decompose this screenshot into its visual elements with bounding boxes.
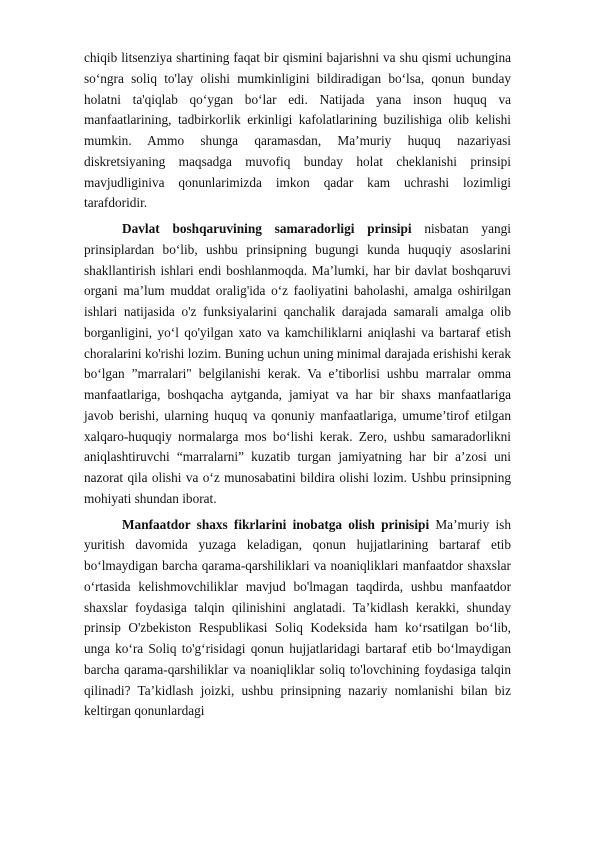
paragraph-3-text: Ma’muriy ish yuritish davomida yuzaga keladigan, qonun hujjatlarining bartaraf etib bo‘lmaydigan barcha qarama-qarshiliklari va noaniqliklari manfaatdor shaxslar o‘rtasida kelishmovchiliklar mavjud bo'lmagan taqdirda, ushbu manfaatdor shaxslar foydasiga talqin qilinishini anglatadi. Ta’kidlash kerakki, shunday prinsip O'zbekiston Respublikasi Soliq Kodeksida ham ko‘rsatilgan bo‘lib, unga ko‘ra Soliq to'g‘risidagi qonun hujjatlaridagi bartaraf etib bo‘lmaydigan barcha qarama-qarshiliklar va noaniqliklar soliq to'lovchining foydasiga talqin qilinadi? Ta’kidlash joizki, ushbu prinsipning nazariy nomlanishi bilan biz keltirgan qonunlardagi bbox=[84, 516, 511, 719]
paragraph-1 bbox=[84, 48, 511, 214]
paragraph-2-text: nisbatan yangi prinsiplardan bo‘lib, ushbu prinsipning bugungi kunda huquqiy asoslarini shakllantirish ishlari endi boshlanmoqda. Ma’lumki, har bir davlat boshqaruvi organi ma’lum muddat oralig'ida o‘z faoliyatini baholashi, amalga oshirilgan ishlari natijasida o'z funksiyalarini qanchalik darajada samarali amalga olib borganligini, yo‘l qo'yilgan xato va kamchiliklarni aniqlashi va bartaraf etish choralarini ko'rishi lozim. Buning uchun uning minimal darajada erishishi kerak bo‘lgan ”marralari" belgilanishi kerak. Va e’tiborlisi ushbu marralar omma manfaatlariga, boshqacha aytganda, jamiyat va har bir shaxs manfaatlariga javob berishi, ularning huquq va qonuniy manfaatlariga, umume’tirof etilgan xalqaro-huquqiy normalarga mos bo‘lishi kerak. Zero, ushbu samaradorlikni aniqlashtiruvchi “marralarni” kuzatib turgan jamiyatning har bir a’zosi uni nazorat qila olishi va o‘z munosabatini bildira olishi lozim. Ushbu prinsipning mohiyati shundan iborat. bbox=[84, 221, 511, 506]
paragraph-2-lead: Davlat boshqaruvining samaradorligi prinsipi bbox=[122, 221, 412, 236]
paragraph-2 bbox=[84, 219, 511, 510]
paragraph-3-lead: Manfaatdor shaxs fikrlarini inobatga olish prinisipi bbox=[122, 516, 430, 532]
document-body bbox=[84, 48, 511, 727]
paragraph-3 bbox=[84, 515, 511, 723]
paragraph-1-text: chiqib litsenziya shartining faqat bir qismini bajarishni va shu qismi uchungina so‘ngra soliq to'lay olishi mumkinligini bildiradigan bo‘lsa, qonun bunday holatni ta'qiqlab qo‘ygan bo‘lar edi. Natijada yana inson huquq va manfaatlarining, tadbirkorlik erkinligi kafolatlarining buzilishiga olib kelishi mumkin. Ammo shunga qaramasdan, Ma’muriy huquq nazariyasi diskretsiyaning maqsadga muvofiq bunday holat cheklanishi prinsipi mavjudliginiva qonunlarimizda imkon qadar kam uchrashi lozimligi tarafdoridir. bbox=[84, 50, 511, 211]
